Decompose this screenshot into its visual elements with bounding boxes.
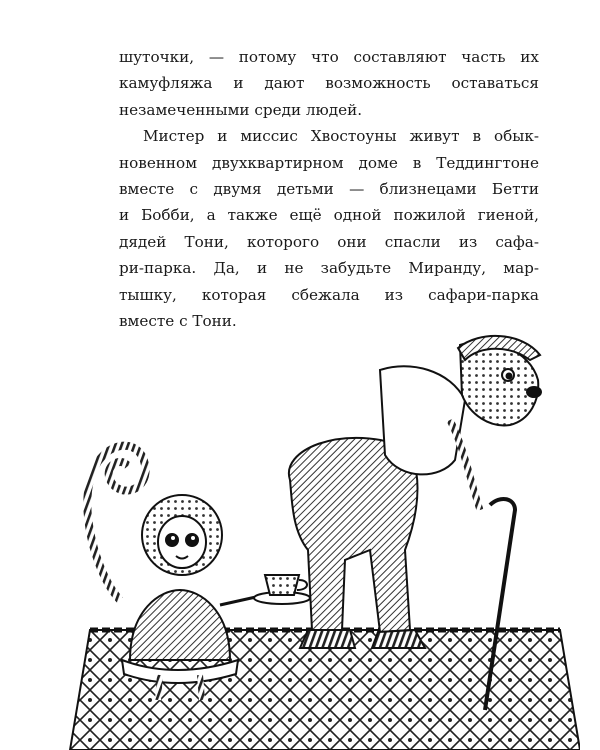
text-line: и Бобби, а также ещё одной пожилой гиеной, bbox=[119, 206, 539, 225]
text-line: вместе с Тони. bbox=[119, 312, 237, 331]
text-line: дядей Тони, которого они спасли из сафа- bbox=[119, 232, 539, 251]
text-line: новенном двухквартирном доме в Теддингтоне bbox=[119, 153, 539, 172]
text-line: тышку, которая сбежала из сафари-парка bbox=[119, 285, 539, 304]
text-line: камуфляжа и дают возможность оставаться bbox=[119, 74, 539, 93]
text-line: ри-парка. Да, и не забудьте Миранду, мар- bbox=[119, 259, 539, 278]
text-line: шуточки, — потому что составляют часть их bbox=[119, 48, 539, 66]
text-line: Мистер и миссис Хвостоуны живут в обык- bbox=[143, 127, 539, 146]
body-text bbox=[119, 44, 539, 334]
text-line: незамеченными среди людей. bbox=[119, 100, 363, 119]
text-line: вместе с двумя детьми — близнецами Бетти bbox=[119, 180, 539, 199]
illustration bbox=[60, 330, 580, 750]
